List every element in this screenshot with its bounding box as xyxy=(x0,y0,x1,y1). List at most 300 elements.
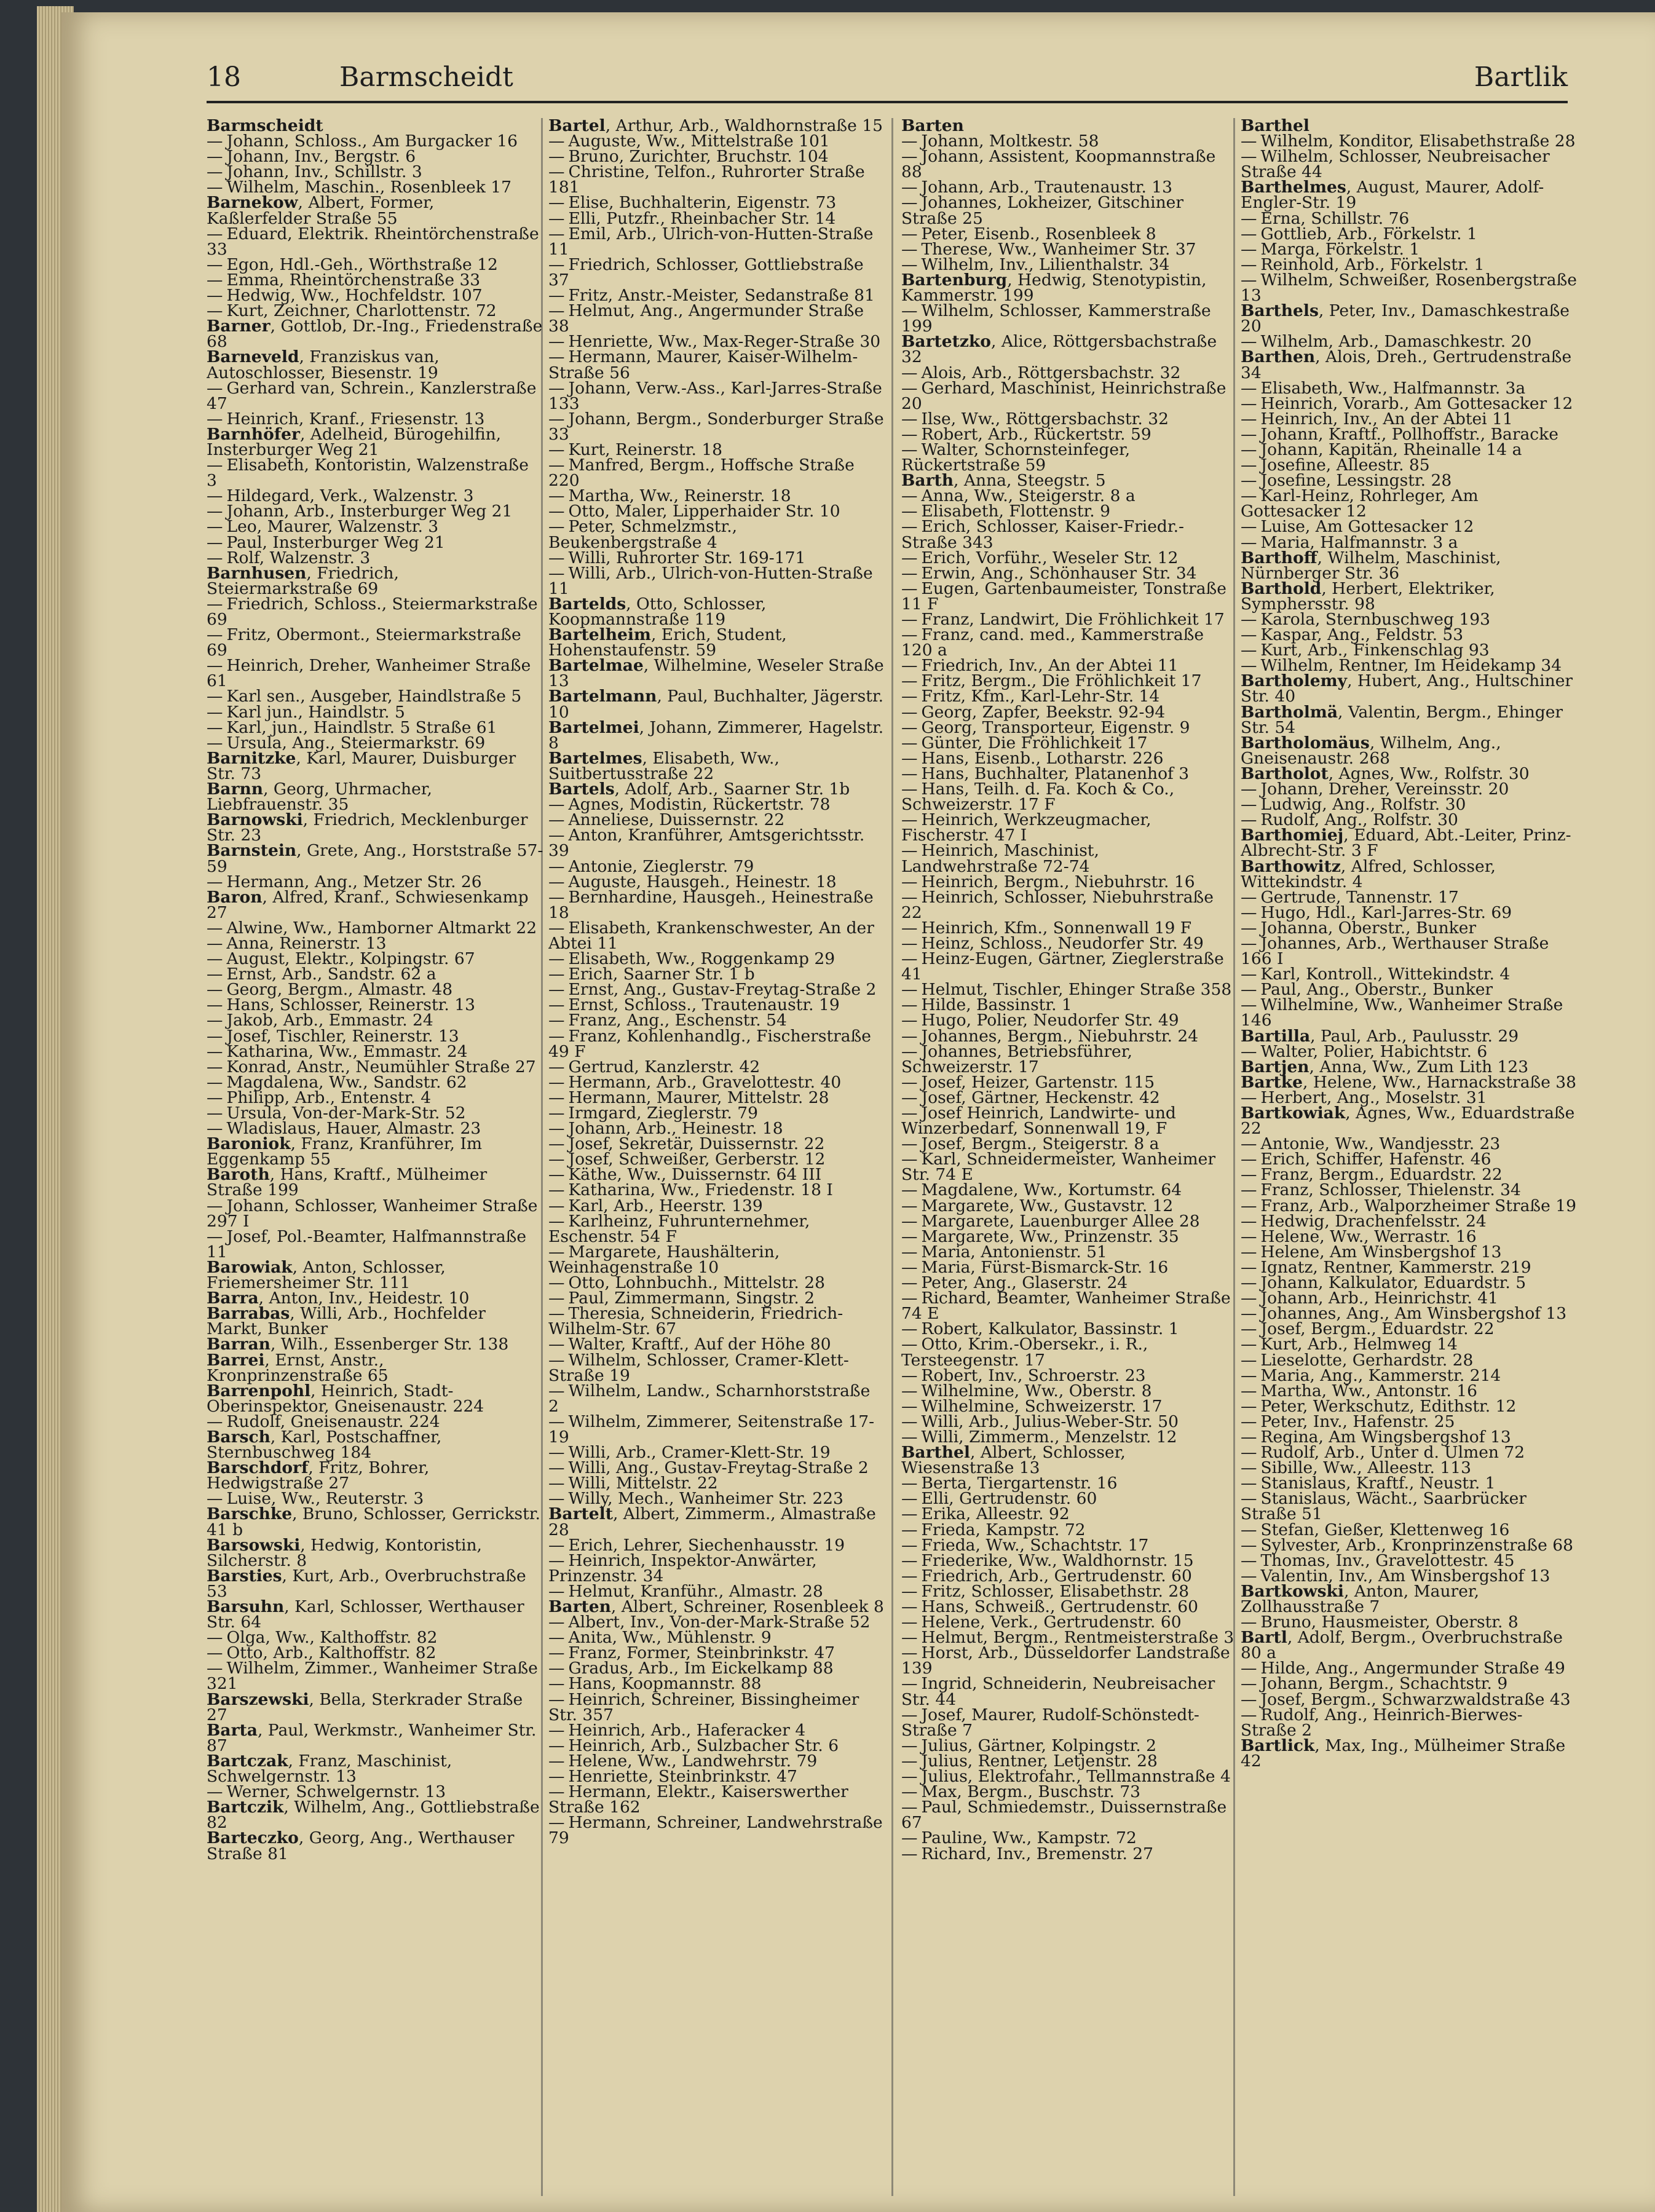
entry-text: Georg, Bergm., Almastr. 48 xyxy=(226,980,453,1000)
entry-dash: — xyxy=(548,1458,565,1478)
entry-surname: Barta xyxy=(207,1720,258,1740)
entry-text: Johann, Arb., Heinestr. 18 xyxy=(568,1119,783,1139)
entry-dash: — xyxy=(901,933,918,953)
entry-text: , Otto, Schlosser, Koopmannstraße 119 xyxy=(548,594,767,629)
directory-entry xyxy=(548,748,885,783)
entry-dash: — xyxy=(1241,255,1257,274)
entry-text: Bruno, Zurichter, Bruchstr. 104 xyxy=(568,147,829,167)
entry-text: Helmut, Bergm., Rentmeisterstraße 3 xyxy=(921,1628,1234,1648)
entry-dash: — xyxy=(1241,1304,1257,1324)
entry-text: Franz, Kohlenhandlg., Fischerstraße 49 F xyxy=(548,1026,871,1061)
entry-text: Walter, Polier, Habichtstr. 6 xyxy=(1260,1041,1488,1061)
entry-text: , Karl, Schlosser, Werthauser Str. 64 xyxy=(207,1597,524,1632)
entry-text: Anneliese, Duissernstr. 22 xyxy=(568,810,785,830)
entry-text: Henriette, Ww., Max-Reger-Straße 30 xyxy=(568,332,881,352)
entry-dash: — xyxy=(901,1782,918,1802)
entry-text: , Paul, Arb., Paulusstr. 29 xyxy=(1310,1026,1519,1046)
entry-dash: — xyxy=(901,1474,918,1493)
entry-text: Konrad, Anstr., Neumühler Straße 27 xyxy=(226,1057,536,1076)
entry-text: Franz, Ang., Eschenstr. 54 xyxy=(568,1011,787,1030)
entry-dash: — xyxy=(548,1381,565,1400)
entry-text: Anton, Kranführer, Amtsgerichtsstr. 39 xyxy=(548,826,865,861)
entry-dash: — xyxy=(548,1659,565,1678)
entry-text: Hans, Teilh. d. Fa. Koch & Co., Schweizerstr. 17 F xyxy=(901,780,1175,815)
entry-text: , Anton, Maurer, Zollhausstraße 7 xyxy=(1241,1581,1480,1616)
entry-dash: — xyxy=(548,1813,565,1833)
entry-dash: — xyxy=(901,1335,918,1354)
entry-text: Ursula, Ang., Steiermarkstr. 69 xyxy=(226,733,486,752)
entry-text: Wilhelm, Schlosser, Kammerstraße 199 xyxy=(901,301,1211,336)
entry-text: Robert, Arb., Rückertstr. 59 xyxy=(921,424,1151,444)
entry-dash: — xyxy=(548,193,565,213)
directory-entry xyxy=(548,627,885,658)
entry-text: , Paul, Werkmstr., Wanheimer Str. 87 xyxy=(207,1720,537,1755)
entry-text: Anna, Reinerstr. 13 xyxy=(226,933,387,953)
entry-dash: — xyxy=(901,810,918,830)
entry-dash: — xyxy=(548,1119,565,1139)
entry-text: Paul, Zimmermann, Singstr. 2 xyxy=(568,1289,815,1308)
entry-dash: — xyxy=(548,409,565,429)
entry-dash: — xyxy=(548,1211,565,1231)
directory-entry xyxy=(548,1815,885,1846)
entry-text: , Johann, Zimmerer, Hagelstr. 8 xyxy=(548,717,884,752)
entry-text: Stanislaus, Wächt., Saarbrücker Straße 51 xyxy=(1241,1489,1527,1524)
entry-dash: — xyxy=(548,856,565,876)
entry-dash: — xyxy=(901,517,918,537)
directory-entry xyxy=(548,658,885,689)
entry-dash: — xyxy=(1241,440,1257,459)
entry-text: Heinz-Eugen, Gärtner, Zieglerstraße 41 xyxy=(901,949,1224,984)
entry-dash: — xyxy=(901,1674,918,1694)
entry-dash: — xyxy=(1241,1396,1257,1416)
directory-entry xyxy=(207,1198,543,1229)
directory-entry xyxy=(1241,933,1578,969)
entry-text: Maria, Fürst-Bismarck-Str. 16 xyxy=(921,1257,1169,1277)
entry-dash: — xyxy=(207,1196,223,1215)
directory-entry xyxy=(1241,1491,1578,1522)
entry-dash: — xyxy=(1241,1535,1257,1555)
entry-text: Karl sen., Ausgeber, Haindlstraße 5 xyxy=(226,687,522,706)
entry-text: Karola, Sternbuschweg 193 xyxy=(1260,610,1490,629)
entry-dash: — xyxy=(1241,1550,1257,1570)
entry-text: Peter, Eisenb., Rosenbleek 8 xyxy=(921,224,1156,243)
entry-text: Kurt, Reinerstr. 18 xyxy=(568,440,723,459)
entry-dash: — xyxy=(901,656,918,676)
entry-surname: Bartelmei xyxy=(548,717,639,737)
entry-dash: — xyxy=(207,224,223,243)
entry-surname: Bartelmes xyxy=(548,748,642,768)
entry-text: , Agnes, Ww., Rolfstr. 30 xyxy=(1328,764,1530,783)
entry-text: Peter, Schmelzmstr., Beukenbergstraße 4 xyxy=(548,517,738,552)
entry-dash: — xyxy=(1241,1365,1257,1385)
entry-dash: — xyxy=(548,1550,565,1570)
entry-text: Heinrich, Kranf., Friesenstr. 13 xyxy=(226,409,485,429)
entry-text: Herbert, Ang., Moselstr. 31 xyxy=(1260,1088,1487,1107)
entry-dash: — xyxy=(1241,656,1257,676)
entry-text: Josef, Tischler, Reinerstr. 13 xyxy=(226,1026,459,1046)
entry-text: Josef, Sekretär, Duissernstr. 22 xyxy=(568,1134,825,1154)
entry-dash: — xyxy=(901,1104,918,1123)
entry-dash: — xyxy=(207,872,223,891)
entry-text: Johann, Inv., Schillstr. 3 xyxy=(226,162,422,182)
entry-surname: Bartelt xyxy=(548,1504,613,1524)
directory-entry xyxy=(1241,1738,1578,1769)
entry-text: Walter, Schornsteinfeger, Rückertstraße 59 xyxy=(901,440,1131,475)
entry-dash: — xyxy=(1241,1458,1257,1478)
entry-text: Hermann, Schreiner, Landwehrstraße 79 xyxy=(548,1813,883,1848)
entry-text: , Wilhelmine, Weseler Straße 13 xyxy=(548,656,884,691)
entry-text: Johann, Kapitän, Rheinalle 14 a xyxy=(1260,440,1522,459)
directory-entry xyxy=(548,563,885,598)
entry-text: Paul, Insterburger Weg 21 xyxy=(226,532,445,552)
entry-dash: — xyxy=(901,1751,918,1771)
entry-text: Rudolf, Arb., Unter d. Ulmen 72 xyxy=(1260,1443,1525,1463)
entry-surname: Bartelds xyxy=(548,594,626,614)
entry-text: Ernst, Schloss., Trautenaustr. 19 xyxy=(568,995,840,1015)
entry-dash: — xyxy=(1241,1211,1257,1231)
entry-dash: — xyxy=(1241,1659,1257,1678)
entry-text: Ernst, Arb., Sandstr. 62 a xyxy=(226,965,436,984)
directory-entry xyxy=(901,1150,1238,1185)
entry-text: Helene, Ww., Werrastr. 16 xyxy=(1260,1226,1477,1246)
entry-surname: Barschke xyxy=(207,1504,293,1524)
entry-dash: — xyxy=(548,147,565,167)
entry-dash: — xyxy=(548,456,565,475)
entry-dash: — xyxy=(207,286,223,306)
entry-text: Erich, Schlosser, Kaiser-Friedr.-Straße 343 xyxy=(901,517,1185,552)
entry-text: Ursula, Von-der-Mark-Str. 52 xyxy=(226,1104,466,1123)
directory-entry xyxy=(207,1136,543,1167)
column-rule xyxy=(891,118,893,2196)
entry-surname: Barran xyxy=(207,1335,271,1354)
entry-text: Albert, Inv., Von-der-Mark-Straße 52 xyxy=(568,1613,871,1632)
entry-text: , Hans, Kraftf., Mülheimer Straße 199 xyxy=(207,1165,488,1200)
entry-dash: — xyxy=(207,178,223,197)
directory-entry xyxy=(901,334,1238,365)
entry-text: Johannes, Lokheizer, Gitschiner Straße 25 xyxy=(901,193,1183,228)
entry-text: Johann, Kraftf., Pollhoffstr., Baracke xyxy=(1260,424,1558,444)
entry-text: Franz, Landwirt, Die Fröhlichkeit 17 xyxy=(921,610,1225,629)
entry-text: Heinrich, Vorarb., Am Gottesacker 12 xyxy=(1260,393,1573,413)
entry-text: Fritz, Schlosser, Elisabethstr. 28 xyxy=(921,1581,1190,1601)
entry-dash: — xyxy=(207,1072,223,1092)
entry-text: Ernst, Ang., Gustav-Freytag-Straße 2 xyxy=(568,980,877,1000)
directory-entry xyxy=(548,1350,885,1385)
entry-text: Julius, Elektrofahr., Tellmannstraße 4 xyxy=(921,1767,1231,1787)
entry-dash: — xyxy=(1241,1705,1257,1724)
entry-dash: — xyxy=(1241,625,1257,645)
entry-text: , Karl, Maurer, Duisburger Str. 73 xyxy=(207,748,516,783)
entry-text: , Adolf, Bergm., Overbruchstraße 80 a xyxy=(1241,1628,1563,1663)
entry-text: Johannes, Betriebsführer, Schweizerstr. 17 xyxy=(901,1041,1132,1076)
directory-entry xyxy=(1241,488,1578,519)
entry-dash: — xyxy=(1241,132,1257,151)
entry-dash: — xyxy=(901,1844,918,1863)
entry-dash: — xyxy=(1241,1242,1257,1262)
entry-text: , Anton, Inv., Heidestr. 10 xyxy=(258,1289,470,1308)
directory-entry xyxy=(207,424,543,459)
entry-text: Elisabeth, Flottenstr. 9 xyxy=(921,502,1110,521)
page-header xyxy=(207,61,1568,103)
entry-text: Kurt, Arb., Helmweg 14 xyxy=(1260,1335,1458,1354)
directory-entry xyxy=(1241,1581,1578,1616)
entry-dash: — xyxy=(548,810,565,830)
entry-surname: Barten xyxy=(901,118,964,135)
entry-text: Wilhelm, Schweißer, Rosenbergstraße 13 xyxy=(1241,270,1577,306)
directory-entry xyxy=(207,658,543,689)
entry-text: Hans, Schlosser, Reinerstr. 13 xyxy=(226,995,476,1015)
entry-text: Frieda, Ww., Schachtstr. 17 xyxy=(921,1535,1149,1555)
entry-dash: — xyxy=(548,1026,565,1046)
column-1 xyxy=(207,118,543,2196)
entry-surname: Barsch xyxy=(207,1427,271,1447)
entry-dash: — xyxy=(548,1289,565,1308)
entry-surname: Barnhöfer xyxy=(207,424,300,444)
entry-text: Marga, Förkelstr. 1 xyxy=(1260,239,1420,259)
entry-text: Johannes, Arb., Werthauser Straße 166 I xyxy=(1241,933,1549,969)
directory-entry xyxy=(548,226,885,257)
entry-text: Richard, Inv., Bremenstr. 27 xyxy=(921,1844,1154,1863)
directory-entry xyxy=(901,1335,1238,1370)
entry-text: Max, Bergm., Buschstr. 73 xyxy=(921,1782,1141,1802)
entry-dash: — xyxy=(548,918,565,938)
entry-text: Johann, Assistent, Koopmannstraße 88 xyxy=(901,147,1216,182)
entry-dash: — xyxy=(548,980,565,1000)
entry-text: Josef, Bergm., Eduardstr. 22 xyxy=(1260,1319,1495,1339)
entry-text: Kurt, Zeichner, Charlottenstr. 72 xyxy=(226,301,497,321)
entry-text: Johann, Kalkulator, Eduardstr. 5 xyxy=(1260,1273,1527,1293)
entry-dash: — xyxy=(901,1211,918,1231)
directory-entry xyxy=(901,780,1238,815)
entry-dash: — xyxy=(901,1011,918,1030)
entry-dash: — xyxy=(548,332,565,352)
entry-text: Anita, Ww., Mühlenstr. 9 xyxy=(568,1628,772,1648)
entry-text: Elise, Buchhalterin, Eigenstr. 73 xyxy=(568,193,837,213)
entry-text: Johann, Bergm., Sonderburger Straße 33 xyxy=(548,409,884,444)
entry-text: , Anton, Schlosser, Friemersheimer Str. 111 xyxy=(207,1257,446,1293)
entry-text: , Elisabeth, Ww., Suitbertusstraße 22 xyxy=(548,748,780,783)
entry-text: Therese, Ww., Wanheimer Str. 37 xyxy=(921,239,1196,259)
directory-entry xyxy=(207,1226,543,1262)
entry-text: Sylvester, Arb., Kronprinzenstraße 68 xyxy=(1260,1535,1573,1555)
entry-text: Willi, Ang., Gustav-Freytag-Straße 2 xyxy=(568,1458,869,1478)
directory-entry xyxy=(207,456,543,491)
directory-entry xyxy=(901,442,1238,473)
entry-text: Leo, Maurer, Walzenstr. 3 xyxy=(226,517,439,537)
entry-dash: — xyxy=(548,1011,565,1030)
entry-text: Helene, Ww., Landwehrstr. 79 xyxy=(568,1751,818,1771)
entry-dash: — xyxy=(1241,641,1257,660)
entry-dash: — xyxy=(207,409,223,429)
directory-entry xyxy=(901,1104,1238,1139)
entry-surname: Bartczik xyxy=(207,1798,284,1817)
entry-dash: — xyxy=(548,1335,565,1354)
entry-text: Fritz, Kfm., Karl-Lehr-Str. 14 xyxy=(921,687,1160,706)
entry-dash: — xyxy=(548,1628,565,1648)
entry-text: , Valentin, Bergm., Ehinger Str. 54 xyxy=(1241,702,1563,737)
entry-text: Heinrich, Inv., An der Abtei 11 xyxy=(1260,409,1513,429)
directory-entry xyxy=(548,1414,885,1445)
entry-surname: Bartkowiak xyxy=(1241,1104,1346,1123)
entry-dash: — xyxy=(901,1365,918,1385)
entry-dash: — xyxy=(901,378,918,398)
entry-text: Magdalene, Ww., Kortumstr. 64 xyxy=(921,1180,1182,1200)
entry-text: Helmut, Ang., Angermunder Straße 38 xyxy=(548,301,864,336)
entry-dash: — xyxy=(207,548,223,567)
entry-dash: — xyxy=(901,1643,918,1663)
entry-dash: — xyxy=(1241,270,1257,290)
entry-text: Erich, Lehrer, Siechenhausstr. 19 xyxy=(568,1535,845,1555)
entry-text: Heinrich, Maschinist, Landwehrstraße 72-74 xyxy=(901,841,1099,876)
entry-text: Willi, Mittelstr. 22 xyxy=(568,1474,718,1493)
entry-text: Antonie, Ww., Wandjesstr. 23 xyxy=(1260,1134,1501,1154)
entry-text: , Albert, Former, Kaßlerfelder Straße 55 xyxy=(207,193,435,228)
entry-text: Hermann, Ang., Metzer Str. 26 xyxy=(226,872,482,891)
entry-text: Robert, Kalkulator, Bassinstr. 1 xyxy=(921,1319,1179,1339)
entry-dash: — xyxy=(548,563,565,583)
entry-surname: Bartenburg xyxy=(901,270,1008,290)
entry-text: , Hubert, Ang., Hultschiner Str. 40 xyxy=(1241,671,1573,706)
entry-text: , Kurt, Arb., Overbruchstraße 53 xyxy=(207,1566,526,1601)
directory-entry xyxy=(548,164,885,195)
entry-dash: — xyxy=(901,255,918,274)
entry-text: Regina, Am Wingsbergshof 13 xyxy=(1260,1427,1511,1447)
entry-dash: — xyxy=(1241,471,1257,491)
directory-entry xyxy=(207,1830,543,1861)
entry-text: Reinhold, Arb., Förkelstr. 1 xyxy=(1260,255,1485,274)
entry-dash: — xyxy=(901,1257,918,1277)
entry-text: Wilhelm, Zimmer., Wanheimer Straße 321 xyxy=(207,1659,538,1694)
entry-dash: — xyxy=(207,1041,223,1061)
entry-surname: Barthel xyxy=(1241,118,1309,135)
directory-entry xyxy=(1241,303,1578,334)
directory-entry xyxy=(548,596,885,627)
entry-text: Karl, jun., Haindlstr. 5 Straße 61 xyxy=(226,717,497,737)
entry-dash: — xyxy=(1241,1381,1257,1400)
entry-text: Wilhelm, Zimmerer, Seitenstraße 17-19 xyxy=(548,1412,875,1447)
entry-dash: — xyxy=(1241,1566,1257,1586)
entry-dash: — xyxy=(901,1289,918,1308)
entry-dash: — xyxy=(901,424,918,444)
entry-dash: — xyxy=(901,178,918,197)
entry-text: Luise, Ww., Reuterstr. 3 xyxy=(226,1489,424,1509)
entry-text: , Heinrich, Stadt-Oberinspektor, Gneisenaustr. 224 xyxy=(207,1381,484,1416)
entry-text: Wilhelm, Konditor, Elisabethstraße 28 xyxy=(1260,132,1576,151)
directory-entry xyxy=(207,1599,543,1630)
entry-text: Wilhelm, Landw., Scharnhorststraße 2 xyxy=(548,1381,871,1416)
entry-dash: — xyxy=(207,1226,223,1246)
directory-entry xyxy=(207,1350,543,1385)
entry-text: , Adelheid, Bürogehilfin, Insterburger Weg 21 xyxy=(207,424,502,459)
entry-text: Hans, Schweiß., Gertrudenstr. 60 xyxy=(921,1597,1198,1616)
entry-text: , Bruno, Schlosser, Gerrickstr. 41 b xyxy=(207,1504,540,1539)
directory-entry xyxy=(1241,1707,1578,1738)
entry-dash: — xyxy=(548,208,565,228)
entry-text: , Bella, Sterkrader Straße 27 xyxy=(207,1689,523,1724)
entry-dash: — xyxy=(207,1088,223,1107)
entry-text: Margarete, Ww., Gustavstr. 12 xyxy=(921,1196,1174,1215)
entry-text: Elli, Putzfr., Rheinbacher Str. 14 xyxy=(568,208,836,228)
entry-text: Karl, Arb., Heerstr. 139 xyxy=(568,1196,763,1215)
directory-entry xyxy=(207,349,543,380)
entry-dash: — xyxy=(548,887,565,907)
directory-entry xyxy=(548,717,885,752)
entry-dash: — xyxy=(1241,224,1257,243)
entry-dash: — xyxy=(901,1736,918,1755)
directory-entry xyxy=(901,378,1238,413)
entry-text: Ingrid, Schneiderin, Neubreisacher Str. 44 xyxy=(901,1674,1215,1709)
entry-text: Josef, Bergm., Steigerstr. 8 a xyxy=(921,1134,1159,1154)
entry-dash: — xyxy=(1241,1613,1257,1632)
entry-text: , Friedrich, Mecklenburger Str. 23 xyxy=(207,810,528,845)
entry-dash: — xyxy=(901,1396,918,1416)
directory-entry xyxy=(207,226,543,257)
entry-dash: — xyxy=(548,795,565,815)
column-3 xyxy=(901,118,1238,2196)
entry-surname: Bartke xyxy=(1241,1072,1303,1092)
entry-dash: — xyxy=(1241,1335,1257,1354)
entry-dash: — xyxy=(1241,1474,1257,1493)
entry-dash: — xyxy=(1241,1196,1257,1215)
entry-dash: — xyxy=(901,1226,918,1246)
entry-text: Heinrich, Inspektor-Anwärter, Prinzenstr. 34 xyxy=(548,1550,817,1586)
entry-text: Elisabeth, Ww., Roggenkamp 29 xyxy=(568,949,835,969)
entry-text: Stanislaus, Kraftf., Neustr. 1 xyxy=(1260,1474,1496,1493)
directory-entry xyxy=(548,687,885,722)
entry-text: Hans, Koopmannstr. 88 xyxy=(568,1674,762,1694)
entry-surname: Barrabas xyxy=(207,1304,290,1324)
entry-dash: — xyxy=(901,579,918,598)
entry-dash: — xyxy=(207,1119,223,1139)
entry-surname: Bartels xyxy=(548,780,615,799)
entry-text: Franz, Arb., Walporzheimer Straße 19 xyxy=(1260,1196,1576,1215)
entry-text: , Ernst, Anstr., Kronprinzenstraße 65 xyxy=(207,1350,389,1385)
entry-surname: Bartholomäus xyxy=(1241,733,1370,752)
entry-text: Gottlieb, Arb., Förkelstr. 1 xyxy=(1260,224,1477,243)
entry-dash: — xyxy=(207,980,223,1000)
entry-text: Erich, Schiffer, Hafenstr. 46 xyxy=(1260,1150,1491,1169)
entry-dash: — xyxy=(1241,918,1257,938)
entry-text: Hans, Buchhalter, Platanenhof 3 xyxy=(921,764,1190,783)
entry-text: Elisabeth, Ww., Halfmannstr. 3a xyxy=(1260,378,1526,398)
entry-dash: — xyxy=(548,1196,565,1215)
entry-text: Franz, Schlosser, Thielenstr. 34 xyxy=(1260,1180,1521,1200)
entry-dash: — xyxy=(207,625,223,645)
entry-dash: — xyxy=(548,1751,565,1771)
directory-entry xyxy=(207,1460,543,1491)
directory-entry xyxy=(901,887,1238,922)
entry-dash: — xyxy=(207,456,223,475)
entry-text: Johannes, Ang., Am Winsbergshof 13 xyxy=(1260,1304,1567,1324)
entry-text: Christine, Telfon., Ruhrorter Straße 181 xyxy=(548,162,865,197)
entry-text: , Alice, Röttgersbachstraße 32 xyxy=(901,332,1217,367)
entry-text: Heinrich, Arb., Sulzbacher Str. 6 xyxy=(568,1736,839,1755)
header-left-keyword: Barmscheidt xyxy=(339,61,513,93)
entry-text: Luise, Am Gottesacker 12 xyxy=(1260,517,1474,537)
entry-dash: — xyxy=(548,378,565,398)
directory-entry xyxy=(1241,673,1578,704)
entry-dash: — xyxy=(1241,1520,1257,1539)
entry-dash: — xyxy=(1241,1273,1257,1293)
directory-entry xyxy=(207,1720,543,1755)
entry-text: Maria, Antonienstr. 51 xyxy=(921,1242,1107,1262)
entry-text: Frieda, Kampstr. 72 xyxy=(921,1520,1086,1539)
directory-entry xyxy=(548,519,885,550)
directory-entry xyxy=(207,1427,543,1463)
directory-entry xyxy=(207,1535,543,1570)
entry-text: Josefine, Alleestr. 85 xyxy=(1260,456,1430,475)
entry-dash: — xyxy=(901,1150,918,1169)
